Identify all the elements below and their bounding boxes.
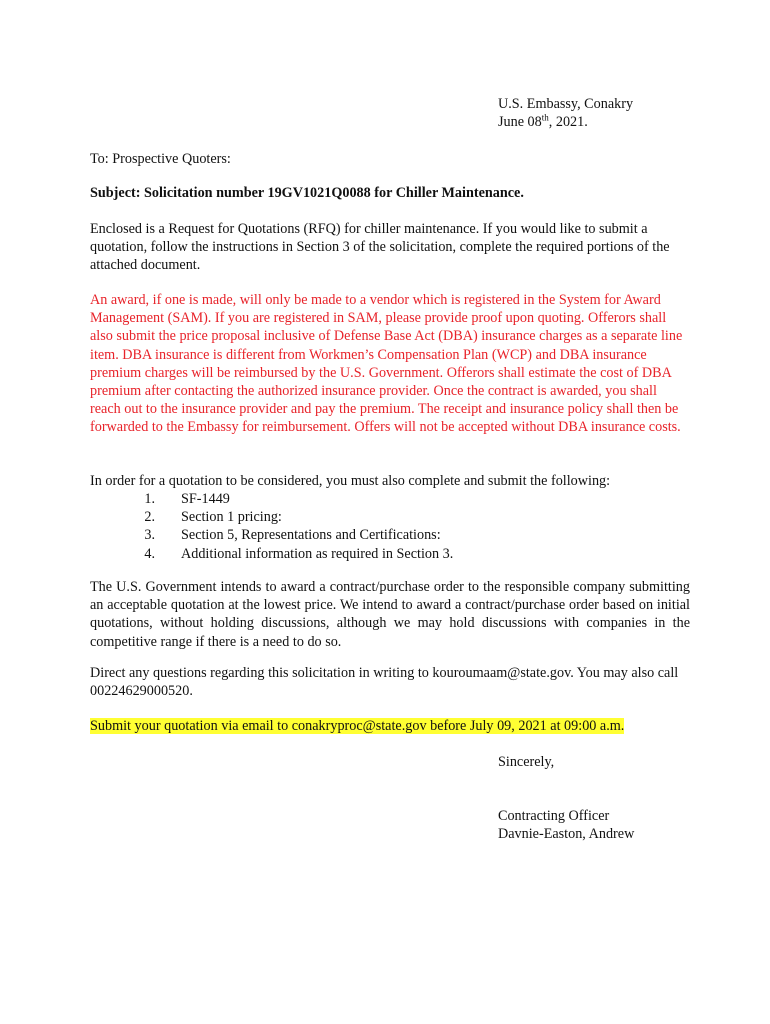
list-item [90, 526, 690, 544]
sincerely-text: Sincerely, [498, 754, 555, 770]
subject-line: Subject: Solicitation number 19GV1021Q0088 for Chiller Maintenance. [90, 185, 524, 201]
list-number: 1. [144, 491, 155, 507]
intro-paragraph: Enclosed is a Request for Quotations (RFQ) for chiller maintenance. If you would like to submit a quotation, follow the instructions in Section 3 of the solicitation, complete the required portions of the attached document. [90, 221, 670, 274]
officer-name: Davnie-Easton, Andrew [498, 826, 635, 843]
award-requirements-paragraph: An award, if one is made, will only be made to a vendor which is registered in the System for Award Management (SAM). If you are registered in SAM, please provide proof upon quoting. Offerors shall also submit the price proposal inclusive of Defense Base Act (DBA) insurance charges as a separate line item. DBA insurance is different from Workmen’s Compensation Plan (WCP) and DBA insurance premium charges will be reimbursed by the U.S. Government. Offerors shall estimate the cost of DBA premium after contacting the authorized insurance provider. Once the contract is awarded, you shall reach out to the insurance provider and pay the premium. The receipt and insurance policy shall then be forwarded to the Embassy for reimbursement. Offers will not be accepted without DBA insurance costs. [90, 292, 683, 436]
list-text: Additional information as required in Section 3. [181, 545, 454, 562]
signature-block [498, 807, 738, 843]
list-number: 3. [144, 527, 155, 544]
list-item [90, 545, 690, 563]
list-item [90, 490, 690, 508]
list-text: Section 5, Representations and Certifications: [181, 527, 441, 544]
government-intent-paragraph: The U.S. Government intends to award a contract/purchase order to the responsible company submitting an acceptable quotation at the lowest price. We intend to award a contract/purchase order based on initial quotations, without holding discussions, although we may hold discussions with companies in the competitive range if there is a need to do so. [90, 579, 690, 650]
list-text: SF-1449 [181, 491, 230, 507]
list-item [90, 508, 690, 526]
embassy-location: U.S. Embassy, Conakry [498, 96, 634, 112]
letter-header [498, 95, 738, 131]
closing-salutation [498, 753, 738, 771]
requirements-list [90, 490, 690, 563]
date-prefix: June 08 [498, 114, 542, 131]
list-number: 4. [144, 545, 155, 562]
order-intro: In order for a quotation to be considered, you must also complete and submit the following: [90, 473, 611, 489]
date-suffix: , 2021. [548, 114, 588, 131]
list-number: 2. [144, 509, 155, 526]
officer-title: Contracting Officer [498, 808, 610, 824]
letter-date [498, 113, 738, 131]
submission-deadline [90, 717, 690, 735]
list-text: Section 1 pricing: [181, 509, 282, 526]
date-superscript: th [541, 112, 549, 123]
contact-paragraph: Direct any questions regarding this solicitation in writing to kouroumaam@state.gov. You may also call 00224629000520. [90, 665, 679, 700]
recipient-line: To: Prospective Quoters: [90, 151, 231, 167]
highlighted-submit-text: Submit your quotation via email to conakryproc@state.gov before July 09, 2021 at 09:00 a.m. [90, 718, 625, 734]
